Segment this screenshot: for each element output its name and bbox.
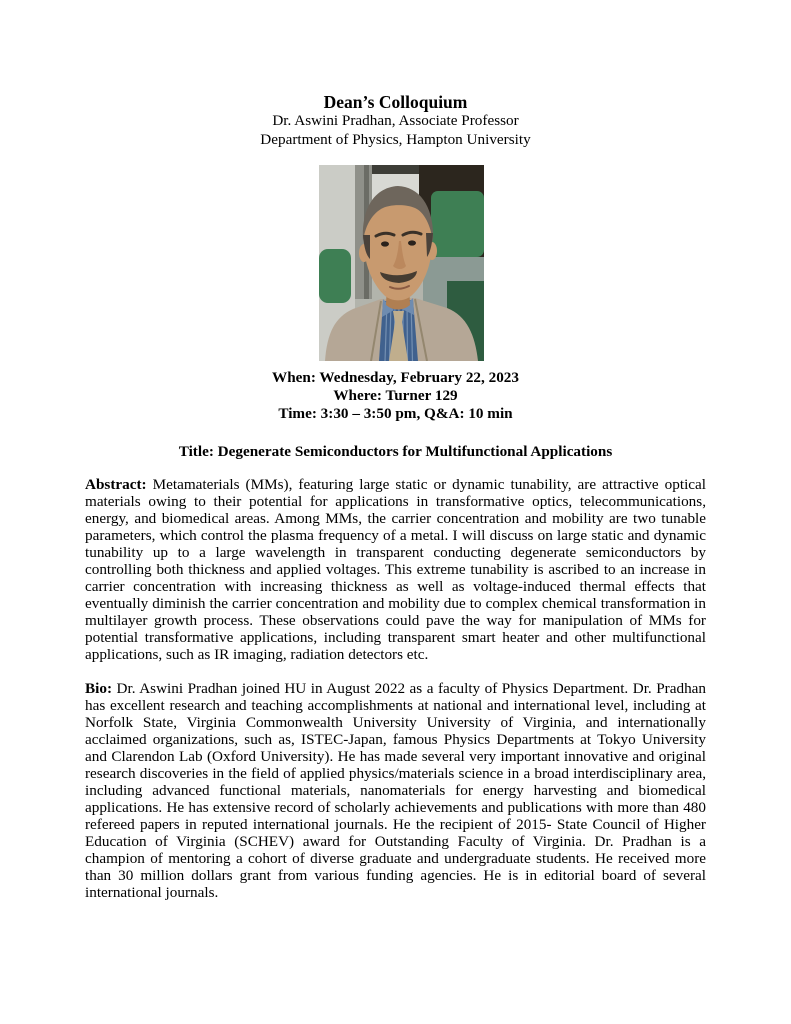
photo-container [85, 165, 706, 361]
green-chair-upper [431, 191, 484, 257]
bio-text: Dr. Aswini Pradhan joined HU in August 2022 as a faculty of Physics Department. Dr. Pradhan has excellent research and teaching accomplishments at national and international level, including at Norfolk State, Virginia Commonwealth University University of Virginia, and internationally acclaimed organizations, such as, ISTEC-Japan, famous Physics Departments at Tokyo University and Clarendon Lab (Oxford University). He has made several very important innovative and original research discoveries in the field of applied physics/materials science in a broad interdisciplinary area, including advanced functional materials, nanomaterials for energy harvesting and biomedical applications. He has extensive record of scholarly achievements and publications with more than 480 refereed papers in reputed international journals. He the recipient of 2015- State Council of Higher Education of Virginia (SCHEV) award for Outstanding Faculty of Virginia. Dr. Pradhan is a champion of mentoring a cohort of diverse graduate and undergraduate students. He received more than 30 million dollars grant from various funding agencies. He is in editorial board of several international journals. [85, 680, 706, 902]
abstract-text: Metamaterials (MMs), featuring large static or dynamic tunability, are attractive optical materials owing to their potential for applications in transformative optics, telecommunications, energy, and biomedical areas. Among MMs, the carrier concentration and mobility are two tunable parameters, which control the plasma frequency of a metal. I will discuss on large static and dynamic tunability up to a large wavelength in transparent conducting degenerate semiconductors by controlling both thickness and applied voltages. This extreme tunability is ascribed to an increase in carrier concentration with increasing thickness as well as voltage-induced thermal effects that eventually diminish the carrier concentration and mobility due to complex chemical transformation in multilayer growth process. These observations could pave the way for manipulation of MMs for potential transformative applications, including transparent smart heater and other multifunctional applications, such as IR imaging, radiation detectors etc. [85, 476, 706, 664]
eye-right [408, 240, 416, 245]
abstract-paragraph [85, 476, 706, 663]
bio-paragraph [85, 680, 706, 901]
document-header [85, 92, 706, 149]
document-content [85, 0, 706, 901]
event-details [85, 369, 706, 422]
bio-label: Bio: [85, 680, 113, 698]
speaker-affiliation-line: Department of Physics, Hampton University [260, 130, 531, 148]
abstract-label: Abstract: [85, 476, 147, 494]
speaker-photo [319, 165, 484, 361]
page-title: Dean’s Colloquium [323, 92, 468, 112]
event-when: When: Wednesday, February 22, 2023 [272, 369, 519, 386]
talk-title: Title: Degenerate Semiconductors for Multifunctional Applications [178, 443, 613, 461]
speaker-name-line: Dr. Aswini Pradhan, Associate Professor [272, 112, 519, 129]
event-time: Time: 3:30 – 3:50 pm, Q&A: 10 min [278, 404, 513, 422]
eye-left [381, 241, 389, 246]
green-chair-left [319, 249, 351, 303]
event-where: Where: Turner 129 [333, 386, 458, 404]
